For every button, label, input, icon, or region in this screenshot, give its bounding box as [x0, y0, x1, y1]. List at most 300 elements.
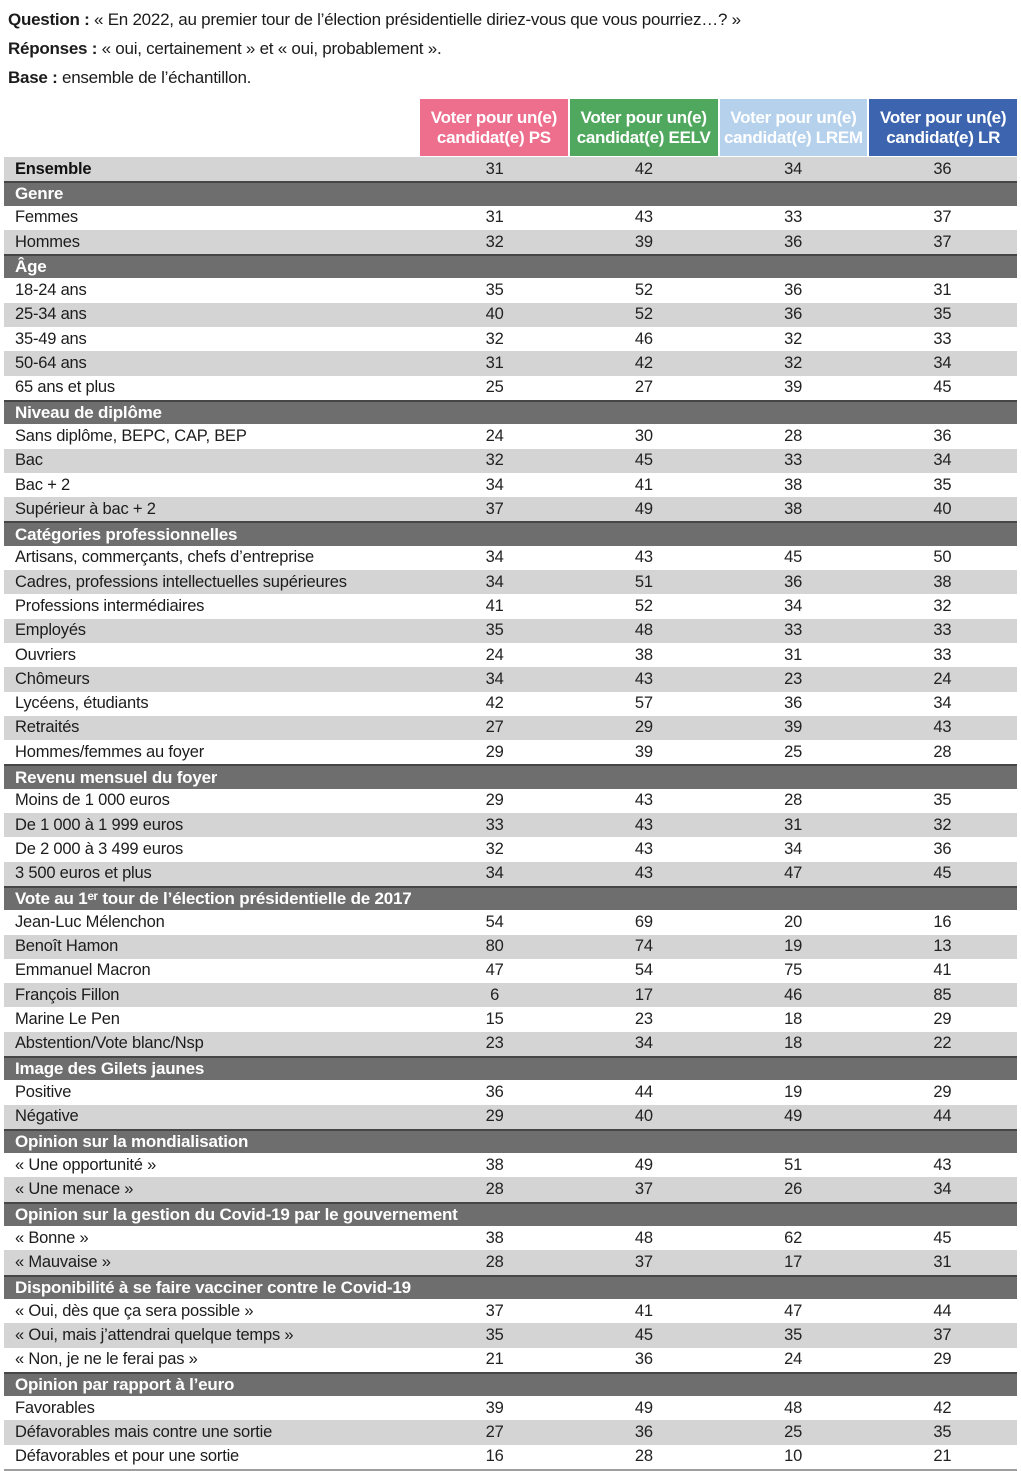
value-cell-lrem: 33 — [784, 451, 803, 470]
value-cell-lr: 34 — [933, 694, 952, 713]
value-cell-eelv: 42 — [634, 354, 653, 373]
value-cell-lr: 22 — [933, 1034, 952, 1053]
responses-label: Réponses : — [8, 39, 98, 58]
value-cell-lrem: 28 — [784, 426, 803, 445]
table-row — [4, 1396, 1017, 1420]
value-cell-eelv: 49 — [634, 499, 653, 518]
value-cell-lr: 41 — [933, 961, 952, 980]
value-cell-lrem: 32 — [784, 354, 803, 373]
value-cell-eelv: 52 — [634, 305, 653, 324]
section-header-row — [4, 886, 1017, 910]
intro-block — [8, 5, 1013, 92]
row-label: François Fillon — [15, 985, 120, 1004]
value-cell-lrem: 45 — [784, 548, 803, 567]
value-cell-ps: 38 — [485, 1155, 504, 1174]
column-header-line2: candidat(e) LR — [886, 127, 1001, 147]
value-cell-ps: 15 — [485, 1010, 504, 1029]
value-cell-eelv: 37 — [634, 1253, 653, 1271]
row-label: Lycéens, étudiants — [15, 694, 149, 713]
row-label: Hommes — [15, 232, 80, 251]
section-title: Image des Gilets jaunes — [15, 1059, 205, 1079]
value-cell-eelv: 34 — [634, 1034, 653, 1053]
section-header-row — [4, 764, 1017, 788]
row-label: Moins de 1 000 euros — [15, 791, 170, 810]
value-cell-lr: 28 — [933, 742, 952, 761]
value-cell-ps: 27 — [485, 1423, 504, 1442]
section-header-row — [4, 1202, 1017, 1226]
value-cell-eelv: 37 — [634, 1180, 653, 1199]
table-row — [4, 206, 1017, 230]
value-cell-ps: 34 — [485, 572, 504, 591]
value-cell-ps: 35 — [485, 621, 504, 640]
value-cell-ps: 28 — [485, 1180, 504, 1199]
table-row — [4, 935, 1017, 959]
row-label: Retraités — [15, 718, 80, 737]
table-row — [4, 327, 1017, 351]
table-row — [4, 376, 1017, 400]
value-cell-lr: 43 — [933, 1155, 952, 1174]
row-label: Benoît Hamon — [15, 937, 119, 956]
column-header-line1: Voter pour un(e) — [580, 107, 707, 127]
row-label: Chômeurs — [15, 669, 90, 688]
value-cell-eelv: 49 — [634, 1398, 653, 1417]
value-cell-lr: 34 — [933, 1180, 952, 1199]
row-label: « Une opportunité » — [15, 1155, 157, 1174]
value-cell-lr: 32 — [933, 596, 952, 615]
value-cell-lrem: 26 — [784, 1180, 803, 1199]
row-label: Cadres, professions intellectuelles supérieures — [15, 572, 347, 591]
table-row — [4, 546, 1017, 570]
value-cell-lr: 85 — [933, 985, 952, 1004]
value-cell-eelv: 41 — [634, 475, 653, 494]
table-row — [4, 862, 1017, 886]
value-cell-lrem: 36 — [784, 281, 803, 300]
value-cell-lrem: 10 — [784, 1447, 803, 1466]
value-cell-lr: 37 — [933, 208, 952, 227]
value-cell-lrem: 25 — [784, 742, 803, 761]
section-title: Opinion sur la mondialisation — [15, 1132, 249, 1152]
value-cell-lrem: 36 — [784, 694, 803, 713]
value-cell-eelv: 43 — [634, 839, 653, 858]
value-cell-eelv: 48 — [634, 1228, 653, 1247]
value-cell-ps: 29 — [485, 1107, 504, 1126]
section-title: Âge — [15, 257, 47, 277]
row-label: Bac + 2 — [15, 475, 71, 494]
value-cell-ps: 27 — [485, 718, 504, 737]
row-label: Employés — [15, 621, 86, 640]
value-cell-eelv: 39 — [634, 742, 653, 761]
row-label: « Oui, dès que ça sera possible » — [15, 1301, 254, 1320]
value-cell-eelv: 23 — [634, 1010, 653, 1029]
value-cell-lrem: 20 — [784, 912, 803, 931]
base-label: Base : — [8, 68, 58, 87]
value-cell-lrem: 31 — [784, 815, 803, 834]
value-cell-eelv: 43 — [634, 548, 653, 567]
value-cell-lrem: 62 — [784, 1228, 803, 1247]
value-cell-ps: 40 — [485, 305, 504, 324]
row-label: Abstention/Vote blanc/Nsp — [15, 1034, 204, 1053]
row-label: Hommes/femmes au foyer — [15, 742, 205, 761]
value-cell-ps: 23 — [485, 1034, 504, 1053]
value-cell-lrem: 46 — [784, 985, 803, 1004]
value-cell-eelv: 42 — [634, 159, 653, 178]
row-label: Sans diplôme, BEPC, CAP, BEP — [15, 426, 247, 445]
table-row — [4, 1420, 1017, 1444]
value-cell-eelv: 54 — [634, 961, 653, 980]
column-header-line1: Voter pour un(e) — [880, 107, 1007, 127]
value-cell-lr: 33 — [933, 329, 952, 348]
table-row — [4, 716, 1017, 740]
table-row — [4, 278, 1017, 302]
value-cell-ps: 6 — [490, 985, 500, 1004]
value-cell-eelv: 29 — [634, 718, 653, 737]
value-cell-eelv: 45 — [634, 451, 653, 470]
value-cell-eelv: 43 — [634, 815, 653, 834]
table-row — [4, 692, 1017, 716]
value-cell-lrem: 31 — [784, 645, 803, 664]
value-cell-ps: 31 — [485, 208, 504, 227]
value-cell-eelv: 36 — [634, 1423, 653, 1442]
value-cell-lr: 35 — [933, 475, 952, 494]
value-cell-lr: 35 — [933, 1423, 952, 1442]
value-cell-eelv: 39 — [634, 232, 653, 251]
value-cell-lr: 44 — [933, 1301, 952, 1320]
value-cell-eelv: 40 — [634, 1107, 653, 1126]
row-label: Ensemble — [15, 159, 92, 178]
table-row — [4, 1080, 1017, 1104]
value-cell-lr: 35 — [933, 791, 952, 810]
value-cell-eelv: 27 — [634, 378, 653, 397]
responses-line — [8, 34, 1013, 63]
value-cell-eelv: 43 — [634, 208, 653, 227]
table-header-row — [4, 99, 1017, 156]
table-row — [4, 1226, 1017, 1250]
value-cell-lr: 31 — [933, 1253, 952, 1271]
value-cell-eelv: 43 — [634, 791, 653, 810]
value-cell-ps: 34 — [485, 864, 504, 883]
value-cell-ps: 42 — [485, 694, 504, 713]
value-cell-eelv: 28 — [634, 1447, 653, 1466]
value-cell-ps: 41 — [485, 596, 504, 615]
row-label: 35-49 ans — [15, 329, 87, 348]
table-row — [4, 157, 1017, 181]
value-cell-lr: 31 — [933, 281, 952, 300]
survey-table — [4, 99, 1017, 1471]
section-title: Vote au 1ᵉʳ tour de l’élection présidentielle de 2017 — [15, 889, 412, 909]
table-row — [4, 1105, 1017, 1129]
header-columns — [420, 99, 1017, 156]
table-row — [4, 449, 1017, 473]
value-cell-lrem: 25 — [784, 1423, 803, 1442]
row-label: Supérieur à bac + 2 — [15, 499, 156, 518]
value-cell-eelv: 48 — [634, 621, 653, 640]
value-cell-eelv: 43 — [634, 669, 653, 688]
section-header-row — [4, 1372, 1017, 1396]
value-cell-lrem: 23 — [784, 669, 803, 688]
row-label: De 1 000 à 1 999 euros — [15, 815, 184, 834]
value-cell-lr: 16 — [933, 912, 952, 931]
value-cell-lrem: 24 — [784, 1350, 803, 1369]
table-row — [4, 619, 1017, 643]
value-cell-ps: 47 — [485, 961, 504, 980]
value-cell-eelv: 45 — [634, 1325, 653, 1344]
column-header-eelv — [568, 99, 718, 156]
value-cell-ps: 28 — [485, 1253, 504, 1271]
value-cell-lrem: 18 — [784, 1034, 803, 1053]
table-row — [4, 789, 1017, 813]
row-label: 65 ans et plus — [15, 378, 115, 397]
value-cell-lrem: 34 — [784, 159, 803, 178]
value-cell-ps: 34 — [485, 548, 504, 567]
table-row — [4, 983, 1017, 1007]
value-cell-lr: 36 — [933, 426, 952, 445]
table-row — [4, 497, 1017, 521]
value-cell-lrem: 75 — [784, 961, 803, 980]
value-cell-eelv: 57 — [634, 694, 653, 713]
column-header-lr — [867, 99, 1017, 156]
row-label: Positive — [15, 1082, 72, 1101]
row-label: Artisans, commerçants, chefs d’entreprise — [15, 548, 314, 567]
value-cell-ps: 31 — [485, 354, 504, 373]
section-header-row — [4, 400, 1017, 424]
row-label: « Non, je ne le ferai pas » — [15, 1350, 198, 1369]
value-cell-ps: 32 — [485, 451, 504, 470]
value-cell-lr: 29 — [933, 1010, 952, 1029]
value-cell-lrem: 33 — [784, 621, 803, 640]
value-cell-lr: 33 — [933, 621, 952, 640]
value-cell-lrem: 33 — [784, 208, 803, 227]
question-text: « En 2022, au premier tour de l’élection présidentielle diriez-vous que vous pourriez…? » — [89, 10, 741, 29]
value-cell-ps: 37 — [485, 1301, 504, 1320]
value-cell-lrem: 34 — [784, 839, 803, 858]
value-cell-lrem: 48 — [784, 1398, 803, 1417]
section-header-row — [4, 521, 1017, 545]
question-line — [8, 5, 1013, 34]
table-row — [4, 594, 1017, 618]
value-cell-lr: 37 — [933, 232, 952, 251]
section-title: Niveau de diplôme — [15, 403, 162, 423]
value-cell-lr: 45 — [933, 1228, 952, 1247]
value-cell-lr: 45 — [933, 378, 952, 397]
row-label: Femmes — [15, 208, 78, 227]
value-cell-lrem: 34 — [784, 596, 803, 615]
table-row — [4, 473, 1017, 497]
value-cell-lr: 13 — [933, 937, 952, 956]
table-row — [4, 230, 1017, 254]
table-row — [4, 1032, 1017, 1056]
value-cell-lr: 29 — [933, 1350, 952, 1369]
row-label: Négative — [15, 1107, 79, 1126]
row-label: « Bonne » — [15, 1228, 89, 1247]
value-cell-lrem: 38 — [784, 475, 803, 494]
row-label: 50-64 ans — [15, 354, 87, 373]
value-cell-lrem: 28 — [784, 791, 803, 810]
value-cell-ps: 34 — [485, 475, 504, 494]
value-cell-ps: 32 — [485, 232, 504, 251]
row-label: Bac — [15, 451, 43, 470]
value-cell-lrem: 32 — [784, 329, 803, 348]
value-cell-lr: 32 — [933, 815, 952, 834]
table-row — [4, 351, 1017, 375]
section-header-row — [4, 181, 1017, 205]
value-cell-lr: 37 — [933, 1325, 952, 1344]
value-cell-ps: 80 — [485, 937, 504, 956]
table-row — [4, 570, 1017, 594]
value-cell-lrem: 49 — [784, 1107, 803, 1126]
column-header-line1: Voter pour un(e) — [430, 107, 557, 127]
section-title: Genre — [15, 184, 64, 204]
section-header-row — [4, 1275, 1017, 1299]
table-row — [4, 959, 1017, 983]
value-cell-ps: 25 — [485, 378, 504, 397]
header-spacer — [4, 99, 420, 156]
value-cell-ps: 35 — [485, 281, 504, 300]
value-cell-ps: 21 — [485, 1350, 504, 1369]
value-cell-lr: 44 — [933, 1107, 952, 1126]
value-cell-lr: 45 — [933, 864, 952, 883]
row-label: Professions intermédiaires — [15, 596, 205, 615]
value-cell-eelv: 43 — [634, 864, 653, 883]
value-cell-lr: 38 — [933, 572, 952, 591]
table-row — [4, 1153, 1017, 1177]
value-cell-lrem: 35 — [784, 1325, 803, 1344]
section-title: Disponibilité à se faire vacciner contre le Covid-19 — [15, 1277, 411, 1297]
value-cell-lr: 40 — [933, 499, 952, 518]
row-label: Jean-Luc Mélenchon — [15, 912, 165, 931]
value-cell-lrem: 36 — [784, 232, 803, 251]
column-header-ps — [420, 99, 568, 156]
value-cell-lr: 36 — [933, 159, 952, 178]
value-cell-ps: 38 — [485, 1228, 504, 1247]
value-cell-ps: 33 — [485, 815, 504, 834]
value-cell-ps: 32 — [485, 329, 504, 348]
value-cell-ps: 32 — [485, 839, 504, 858]
value-cell-lrem: 38 — [784, 499, 803, 518]
row-label: Favorables — [15, 1398, 95, 1417]
row-label: Emmanuel Macron — [15, 961, 151, 980]
value-cell-ps: 54 — [485, 912, 504, 931]
value-cell-lr: 42 — [933, 1398, 952, 1417]
value-cell-eelv: 46 — [634, 329, 653, 348]
base-text: ensemble de l’échantillon. — [57, 68, 252, 87]
section-title: Revenu mensuel du foyer — [15, 767, 218, 787]
value-cell-lr: 21 — [933, 1447, 952, 1466]
value-cell-lrem: 51 — [784, 1155, 803, 1174]
value-cell-eelv: 52 — [634, 281, 653, 300]
row-label: « Mauvaise » — [15, 1253, 111, 1271]
value-cell-lr: 29 — [933, 1082, 952, 1101]
responses-text: « oui, certainement » et « oui, probablement ». — [97, 39, 442, 58]
table-row — [4, 303, 1017, 327]
table-row — [4, 1177, 1017, 1201]
value-cell-lrem: 18 — [784, 1010, 803, 1029]
column-header-lrem — [718, 99, 868, 156]
row-label: Marine Le Pen — [15, 1010, 120, 1029]
value-cell-eelv: 17 — [634, 985, 653, 1004]
section-title: Catégories professionnelles — [15, 524, 238, 544]
table-row — [4, 813, 1017, 837]
value-cell-lrem: 47 — [784, 864, 803, 883]
table-row — [4, 424, 1017, 448]
value-cell-lrem: 19 — [784, 937, 803, 956]
value-cell-ps: 24 — [485, 426, 504, 445]
row-label: De 2 000 à 3 499 euros — [15, 839, 184, 858]
value-cell-lr: 50 — [933, 548, 952, 567]
value-cell-lr: 34 — [933, 451, 952, 470]
column-header-line2: candidat(e) EELV — [576, 127, 711, 147]
section-header-row — [4, 254, 1017, 278]
section-title: Opinion par rapport à l’euro — [15, 1374, 235, 1394]
table-row — [4, 910, 1017, 934]
value-cell-eelv: 44 — [634, 1082, 653, 1101]
value-cell-eelv: 49 — [634, 1155, 653, 1174]
row-label: « Une menace » — [15, 1180, 134, 1199]
column-header-line1: Voter pour un(e) — [730, 107, 857, 127]
row-label: Défavorables et pour une sortie — [15, 1447, 240, 1466]
value-cell-lrem: 36 — [784, 572, 803, 591]
value-cell-ps: 35 — [485, 1325, 504, 1344]
value-cell-eelv: 41 — [634, 1301, 653, 1320]
row-label: Ouvriers — [15, 645, 76, 664]
value-cell-lr: 36 — [933, 839, 952, 858]
value-cell-ps: 39 — [485, 1398, 504, 1417]
section-header-row — [4, 1129, 1017, 1153]
value-cell-lr: 43 — [933, 718, 952, 737]
value-cell-eelv: 69 — [634, 912, 653, 931]
base-line — [8, 63, 1013, 92]
column-header-line2: candidat(e) LREM — [723, 127, 863, 147]
table-row — [4, 837, 1017, 861]
table-row — [4, 1250, 1017, 1274]
value-cell-ps: 24 — [485, 645, 504, 664]
value-cell-ps: 16 — [485, 1447, 504, 1466]
question-label: Question : — [8, 10, 90, 29]
row-label: 3 500 euros et plus — [15, 864, 152, 883]
value-cell-ps: 29 — [485, 742, 504, 761]
value-cell-lrem: 36 — [784, 305, 803, 324]
row-label: 18-24 ans — [15, 281, 87, 300]
value-cell-eelv: 36 — [634, 1350, 653, 1369]
section-title: Opinion sur la gestion du Covid-19 par le gouvernement — [15, 1204, 458, 1224]
value-cell-lrem: 39 — [784, 378, 803, 397]
row-label: 25-34 ans — [15, 305, 87, 324]
value-cell-eelv: 52 — [634, 596, 653, 615]
table-row — [4, 1445, 1017, 1469]
value-cell-lrem: 39 — [784, 718, 803, 737]
row-label: Défavorables mais contre une sortie — [15, 1423, 273, 1442]
value-cell-lr: 35 — [933, 305, 952, 324]
table-row — [4, 1348, 1017, 1372]
section-header-row — [4, 1056, 1017, 1080]
value-cell-eelv: 51 — [634, 572, 653, 591]
value-cell-ps: 37 — [485, 499, 504, 518]
table-row — [4, 740, 1017, 764]
value-cell-lr: 34 — [933, 354, 952, 373]
row-label: « Oui, mais j’attendrai quelque temps » — [15, 1325, 294, 1344]
value-cell-eelv: 30 — [634, 426, 653, 445]
value-cell-ps: 31 — [485, 159, 504, 178]
value-cell-ps: 36 — [485, 1082, 504, 1101]
column-header-line2: candidat(e) PS — [436, 127, 551, 147]
value-cell-eelv: 38 — [634, 645, 653, 664]
value-cell-ps: 29 — [485, 791, 504, 810]
table-row — [4, 1007, 1017, 1031]
table-body — [4, 157, 1017, 1471]
value-cell-lr: 33 — [933, 645, 952, 664]
value-cell-lrem: 19 — [784, 1082, 803, 1101]
value-cell-lr: 24 — [933, 669, 952, 688]
value-cell-lrem: 47 — [784, 1301, 803, 1320]
